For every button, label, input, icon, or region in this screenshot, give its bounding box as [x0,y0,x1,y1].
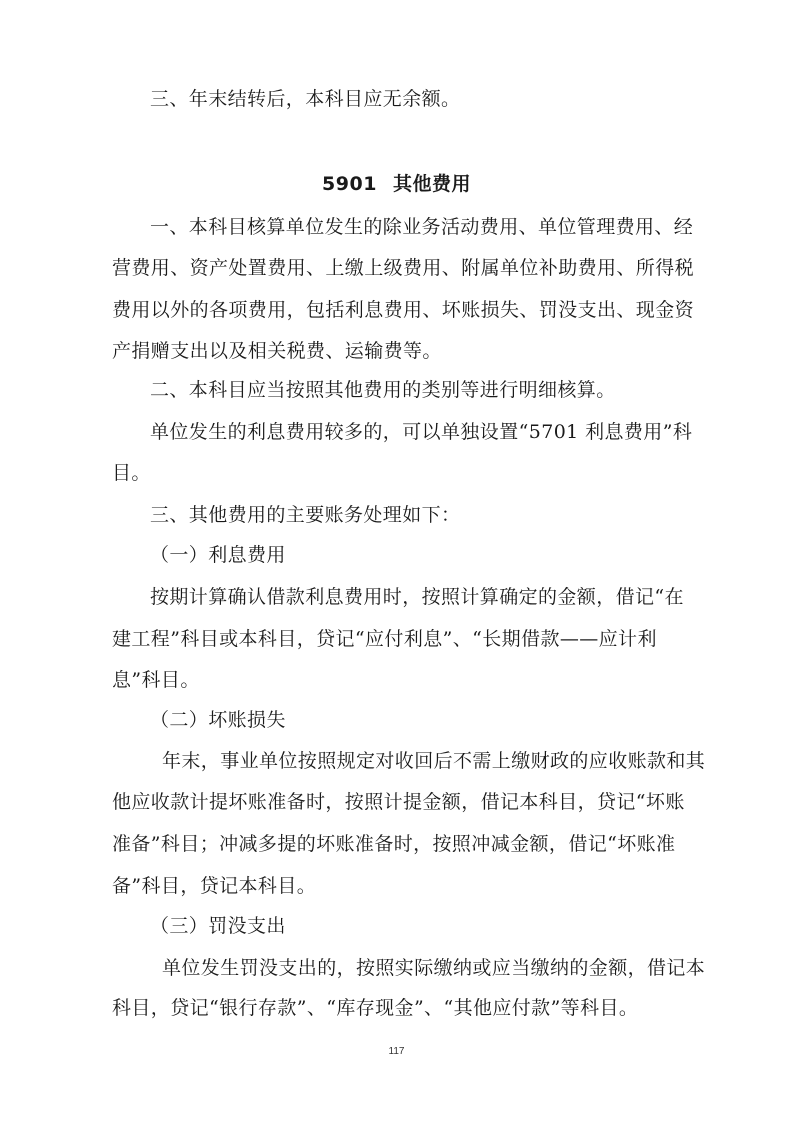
paragraph-line: 费用以外的各项费用，包括利息费用、坏账损失、罚没支出、现金资 [112,299,695,321]
paragraph-line: 单位发生罚没支出的，按照实际缴纳或应当缴纳的金额，借记本 [162,957,706,979]
paragraph-line: 息”科目。 [112,669,200,691]
paragraph-line: 二、本科目应当按照其他费用的类别等进行明细核算。 [150,379,616,401]
section-code: 5901 [322,173,377,195]
section-heading [0,171,793,197]
paragraph-line: 建工程”科目或本科目，贷记“应付利息”、“长期借款——应计利 [112,628,657,650]
subsection-heading: （一）利息费用 [150,544,286,566]
paragraph-line: 三、年末结转后，本科目应无余额。 [150,88,461,110]
subsection-heading: （二）坏账损失 [150,709,286,731]
paragraph-line: 准备”科目；冲减多提的坏账准备时，按照冲减金额，借记“坏账准 [112,833,676,855]
paragraph-line: 产捐赠支出以及相关税费、运输费等。 [112,340,442,362]
paragraph-line: 一、本科目核算单位发生的除业务活动费用、单位管理费用、经 [150,216,694,238]
paragraph-line: 三、其他费用的主要账务处理如下： [150,504,461,526]
paragraph-line: 按期计算确认借款利息费用时，按照计算确定的金额，借记“在 [150,586,684,608]
paragraph-line: 营费用、资产处置费用、上缴上级费用、附属单位补助费用、所得税 [112,257,695,279]
paragraph-line: 他应收款计提坏账准备时，按照计提金额，借记本科目，贷记“坏账 [112,791,685,813]
paragraph-line: 目。 [112,462,151,484]
page-number: 117 [388,1046,405,1057]
section-title: 其他费用 [392,173,471,195]
paragraph-line: 年末，事业单位按照规定对收回后不需上缴财政的应收账款和其 [162,750,706,772]
subsection-heading: （三）罚没支出 [150,915,286,937]
paragraph-line: 备”科目，贷记本科目。 [112,875,317,897]
paragraph-line: 单位发生的利息费用较多的，可以单独设置“5701 利息费用”科 [150,421,693,443]
paragraph-line: 科目，贷记“银行存款”、“库存现金”、“其他应付款”等科目。 [112,997,639,1019]
